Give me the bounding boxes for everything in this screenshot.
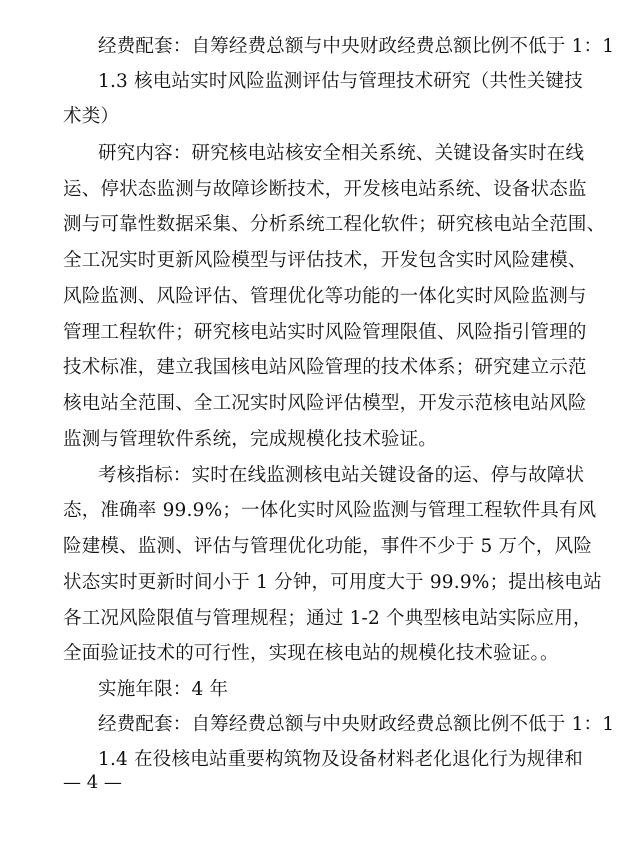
text-line: 技术标准，建立我国核电站风险管理的技术体系；研究建立示范 bbox=[63, 357, 587, 378]
text-line: 全工况实时更新风险模型与评估技术，开发包含实时风险建模、 bbox=[63, 250, 587, 271]
text-line: 管理工程软件；研究核电站实时风险管理限值、风险指引管理的 bbox=[63, 322, 587, 343]
text-line: 研究内容：研究核电站核安全相关系统、关键设备实时在线 bbox=[98, 143, 585, 164]
text-line: 核电站全范围、全工况实时风险评估模型，开发示范核电站风险 bbox=[63, 393, 587, 414]
text-line: 考核指标：实时在线监测核电站关键设备的运、停与故障状 bbox=[98, 465, 585, 486]
text-line: 运、停状态监测与故障诊断技术，开发核电站系统、设备状态监 bbox=[63, 179, 587, 200]
text-line: 监测与管理软件系统，完成规模化技术验证。 bbox=[63, 429, 438, 450]
section-heading-continued: 术类） bbox=[63, 106, 120, 127]
text-line: 险建模、监测、评估与管理优化功能，事件不少于 5 万个，风险 bbox=[63, 536, 593, 557]
text-line: 经费配套：自筹经费总额与中央财政经费总额比例不低于 1：1 bbox=[98, 36, 615, 57]
text-line: 测与可靠性数据采集、分析系统工程化软件；研究核电站全范围、 bbox=[63, 214, 606, 235]
text-line: 各工况风险限值与管理规程；通过 1-2 个典型核电站实际应用， bbox=[63, 608, 592, 629]
text-line: 全面验证技术的可行性，实现在核电站的规模化技术验证。。 bbox=[63, 643, 559, 664]
page-number: — 4 — bbox=[63, 772, 122, 793]
section-heading: 1.3 核电站实时风险监测评估与管理技术研究（共性关键技 bbox=[98, 71, 583, 92]
text-line: 状态实时更新时间小于 1 分钟，可用度大于 99.9%；提出核电站 bbox=[63, 572, 602, 593]
text-line: 经费配套：自筹经费总额与中央财政经费总额比例不低于 1：1 bbox=[98, 714, 615, 735]
section-heading: 1.4 在役核电站重要构筑物及设备材料老化退化行为规律和 bbox=[98, 749, 583, 770]
text-line: 实施年限：4 年 bbox=[98, 679, 229, 700]
text-line: 态，准确率 99.9%；一体化实时风险监测与管理工程软件具有风 bbox=[63, 500, 597, 521]
text-line: 风险监测、风险评估、管理优化等功能的一体化实时风险监测与 bbox=[63, 286, 587, 307]
